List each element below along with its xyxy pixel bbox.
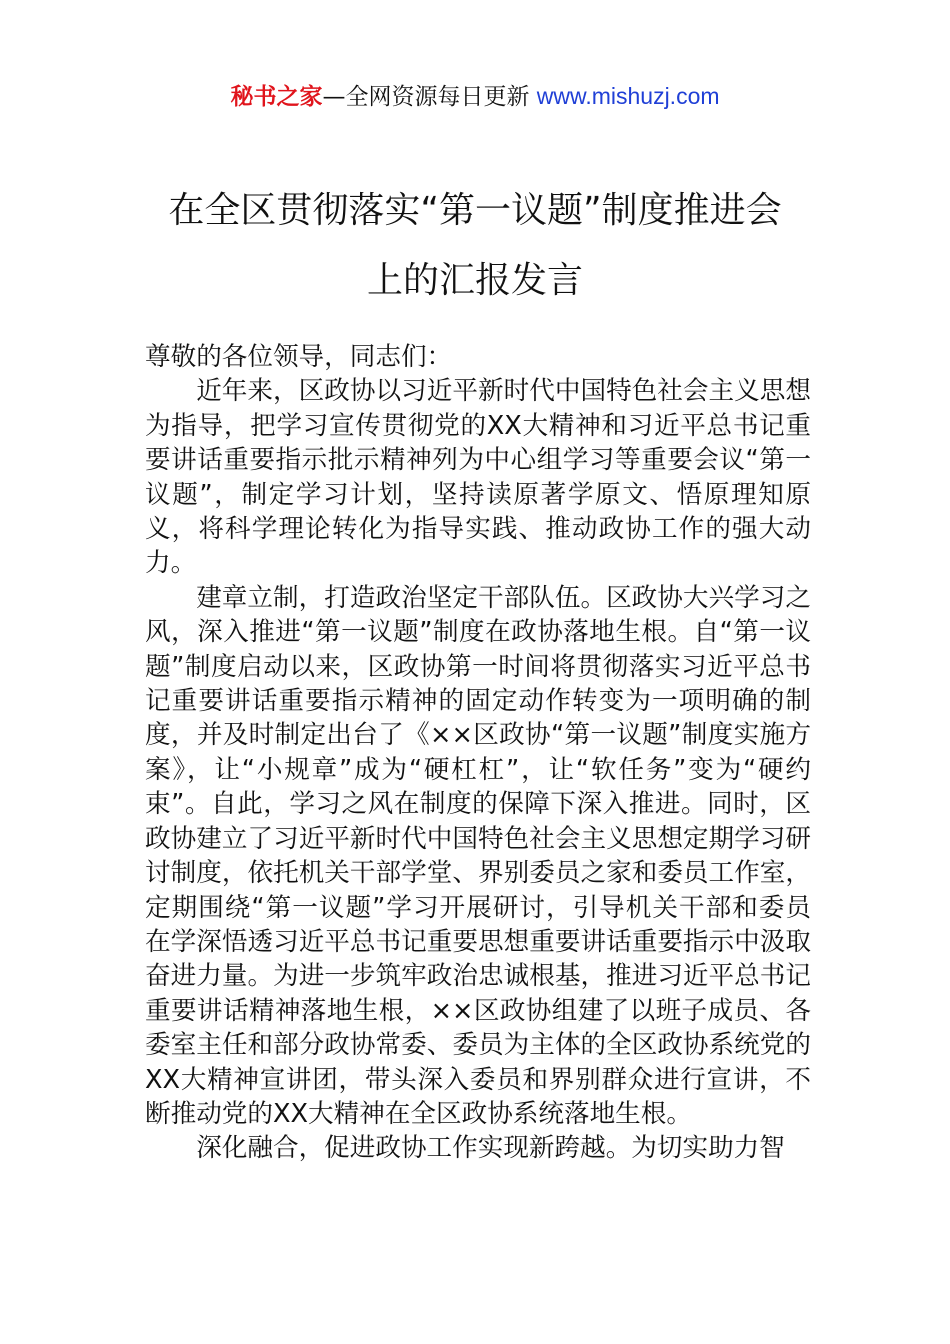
document-body — [145, 340, 811, 1166]
salutation: 尊敬的各位领导，同志们： — [145, 342, 453, 372]
body-paragraph: 近年来，区政协以习近平新时代中国特色社会主义思想为指导，把学习宣传贯彻党的XX大精神和习近平总书记重要讲话重要指示批示精神列为中心组学习等重要会议“第一议题”，制定学习计划，坚持读原著学原文、悟原理知原义，将科学理论转化为指导实践、推动政协工作的强大动力。 — [145, 376, 811, 579]
site-url-link[interactable]: www.mishuzj.com — [536, 83, 720, 109]
body-paragraph: 建章立制，打造政治坚定干部队伍。区政协大兴学习之风，深入推进“第一议题”制度在政协落地生根。自“第一议题”制度启动以来，区政协第一时间将贯彻落实习近平总书记重要讲话重要指示精神的固定动作转变为一项明确的制度，并及时制定出台了《××区政协“第一议题”制度实施方案》，让“小规章”成为“硬杠杠”，让“软任务”变为“硬约束”。自此，学习之风在制度的保障下深入推进。同时，区政协建立了习近平新时代中国特色社会主义思想定期学习研讨制度，依托机关干部学堂、界别委员之家和委员工作室，定期围绕“第一议题”学习开展研讨，引导机关干部和委员在学深悟透习近平总书记重要思想重要讲话重要指示中汲取奋进力量。为进一步筑牢政治忠诚根基，推进习近平总书记重要讲话精神落地生根，××区政协组建了以班子成员、各委室主任和部分政协常委、委员为主体的全区政协系统党的XX大精神宣讲团，带头深入委员和界别群众进行宣讲，不断推动党的XX大精神在全区政协系统落地生根。 — [145, 582, 811, 1129]
site-brand: 秘书之家 — [230, 84, 323, 110]
title-line-2: 上的汇报发言 — [366, 260, 583, 301]
site-tagline: —全网资源每日更新 — [322, 84, 537, 110]
site-header — [0, 80, 950, 113]
body-paragraph: 深化融合，促进政协工作实现新跨越。为切实助力智 — [196, 1133, 785, 1164]
document-title — [140, 176, 810, 316]
title-line-1: 在全区贯彻落实“第一议题”制度推进会 — [168, 190, 782, 231]
